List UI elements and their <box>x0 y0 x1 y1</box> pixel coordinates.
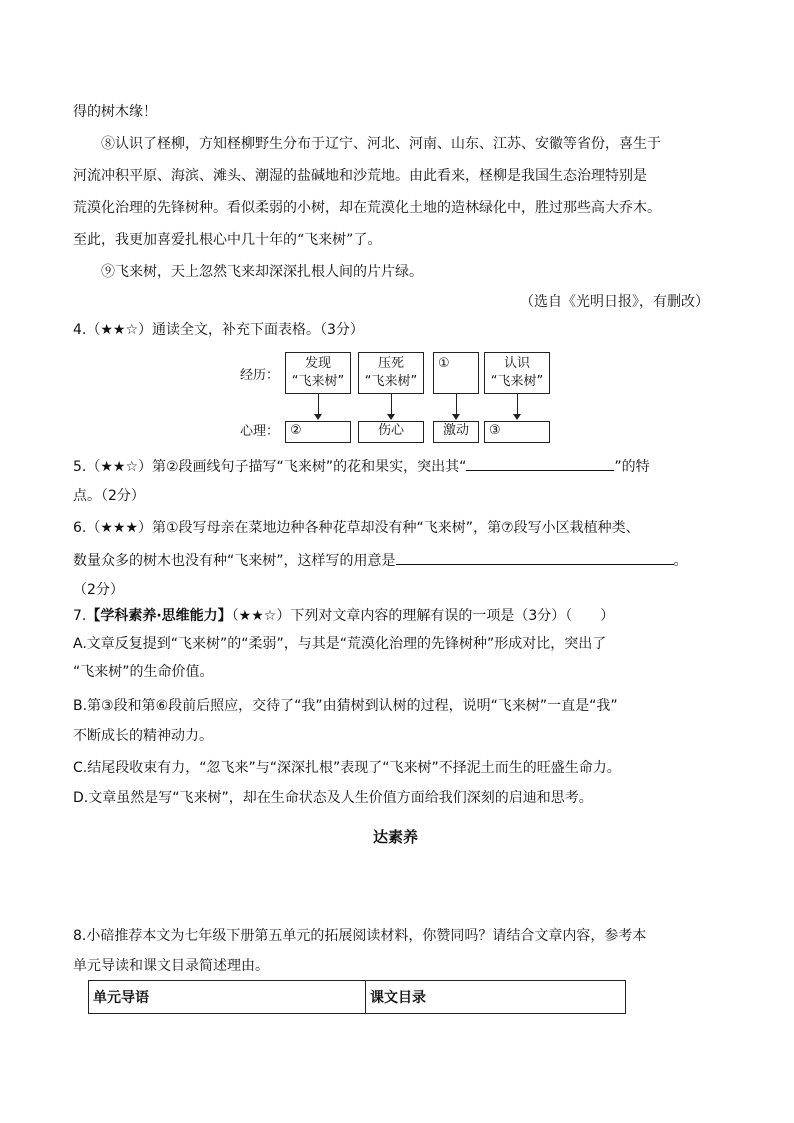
passage-line-1: 得的树木缘！ <box>73 104 157 120</box>
question-6-suffix: 。 <box>673 553 688 569</box>
arrow-4-head <box>513 414 521 420</box>
option-b-line-2[interactable]: 不断成长的精神动力。 <box>73 728 213 744</box>
option-a-line-2[interactable]: “飞来树”的生命价值。 <box>73 664 214 680</box>
question-8-line-1: 8.小碚推荐本文为七年级下册第五单元的拓展阅读材料，你赞同吗？请结合文章内容，参考本 <box>73 928 647 944</box>
arrow-1 <box>318 394 319 414</box>
arrow-2-head <box>387 414 395 420</box>
arrow-2 <box>391 394 392 414</box>
arrow-3 <box>456 394 457 414</box>
experience-box-2: 压死 “飞来树” <box>358 352 424 394</box>
arrow-3-head <box>452 414 460 420</box>
question-5-prefix: 5.（★★☆）第②段画线句子描写“飞来树”的花和果实，突出其“ <box>73 459 467 475</box>
question-6-line-1: 6.（★★★）第①段写母亲在菜地边种各种花草却没有种“飞来树”，第⑦段写小区栽植种类、 <box>73 520 640 536</box>
section-title: 达素养 <box>373 828 419 846</box>
question-8-table <box>88 980 626 1014</box>
experience-box-1: 发现 “飞来树” <box>285 352 351 394</box>
passage-paragraph-8-line-4: 至此，我更加喜爱扎根心中几十年的“飞来树”了。 <box>73 232 382 248</box>
question-8-line-2: 单元导读和课文目录简述理由。 <box>73 958 269 974</box>
passage-source: （选自《光明日报》，有删改） <box>520 294 709 310</box>
question-7-stem <box>73 606 614 626</box>
arrow-4 <box>517 394 518 414</box>
experience-row-label: 经历： <box>240 368 280 383</box>
mind-box-1-blank[interactable]: ② <box>285 421 351 443</box>
option-c[interactable]: C.结尾段收束有力，“忽飞来”与“深深扎根”表现了“飞来树”不择泥土而生的旺盛生命力。 <box>73 760 621 776</box>
question-6-answer-blank[interactable] <box>396 550 674 565</box>
question-7-tag: 【学科素养·思维能力】 <box>86 608 232 624</box>
mind-box-3: 激动 <box>433 421 479 443</box>
experience-box-4: 认识 “飞来树” <box>484 352 550 394</box>
passage-paragraph-8-line-1: ⑧认识了柽柳，方知柽柳野生分布于辽宁、河北、河南、山东、江苏、安徽等省份，喜生于 <box>101 136 661 152</box>
question-7-rest: （★★☆）下列对文章内容的理解有误的一项是（3分）（ ） <box>231 608 615 624</box>
mind-row-label: 心理： <box>240 424 280 439</box>
question-5-line-2: 点。（2分） <box>73 488 145 504</box>
question-4-prompt: 4.（★★☆）通读全文，补充下面表格。（3分） <box>73 322 364 338</box>
mind-box-4-blank[interactable]: ③ <box>484 421 550 443</box>
question-6-line-3: （2分） <box>73 582 124 598</box>
experience-box-3-blank[interactable]: ① <box>433 352 479 394</box>
question-7-number: 7. <box>73 608 87 624</box>
table-header-row <box>89 981 626 1014</box>
question-5-suffix: ”的特 <box>614 459 650 475</box>
mind-box-2: 伤心 <box>358 421 424 443</box>
question-6-line-2 <box>73 550 688 571</box>
passage-paragraph-9: ⑨飞来树，天上忽然飞来却深深扎根人间的片片绿。 <box>101 264 423 280</box>
option-b-line-1[interactable]: B.第③段和第⑥段前后照应，交待了“我”由猜树到认树的过程，说明“飞来树”一直是“我” <box>73 698 618 714</box>
question-6-prefix: 数量众多的树木也没有种“飞来树”，这样写的用意是 <box>73 553 396 569</box>
table-header-unit-intro: 单元导语 <box>89 981 366 1014</box>
arrow-1-head <box>314 414 322 420</box>
option-a-line-1[interactable]: A.文章反复提到“飞来树”的“柔弱”，与其是“荒漠化治理的先锋树种”形成对比，突出了 <box>73 636 607 652</box>
passage-paragraph-8-line-2: 河流冲积平原、海滨、滩头、潮湿的盐碱地和沙荒地。由此看来，柽柳是我国生态治理特别是 <box>73 168 647 184</box>
table-header-contents: 课文目录 <box>366 981 626 1014</box>
question-5-answer-blank[interactable] <box>466 456 614 471</box>
question-5-line-1 <box>73 456 650 477</box>
passage-paragraph-8-line-3: 荒漠化治理的先锋树种。看似柔弱的小树，却在荒漠化土地的造林绿化中，胜过那些高大乔木。 <box>73 200 661 216</box>
option-d[interactable]: D.文章虽然是写“飞来树”，却在生命状态及人生价值方面给我们深刻的启迪和思考。 <box>73 790 593 806</box>
